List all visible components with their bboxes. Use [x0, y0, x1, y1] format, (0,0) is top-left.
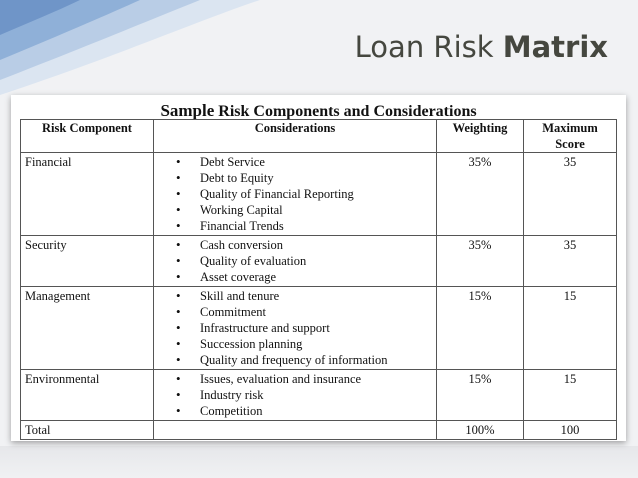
consideration-item: • Working Capital — [176, 202, 432, 218]
heading-rest: Risk Components and Considerations — [214, 103, 477, 120]
heading-emphasis: Sample — [160, 101, 215, 120]
total-max-score-cell: 100 — [524, 421, 617, 440]
total-weighting-cell: 100% — [437, 421, 524, 440]
column-header: Risk Component — [21, 120, 154, 153]
consideration-item: • Issues, evaluation and insurance — [176, 371, 432, 387]
document-heading — [11, 101, 626, 121]
max-score-cell: 35 — [524, 153, 617, 236]
slide-title-bold: Matrix — [502, 30, 608, 64]
weighting-cell: 35% — [437, 236, 524, 287]
decorative-wave — [0, 0, 260, 100]
table-row — [21, 370, 617, 421]
consideration-item: • Succession planning — [176, 336, 432, 352]
document-card — [11, 95, 626, 441]
consideration-item: • Quality of evaluation — [176, 253, 432, 269]
table-row — [21, 236, 617, 287]
consideration-item: • Competition — [176, 403, 432, 419]
column-header: Weighting — [437, 120, 524, 153]
bottom-band — [0, 446, 638, 478]
consideration-item: • Debt to Equity — [176, 170, 432, 186]
consideration-item: • Quality and frequency of information — [176, 352, 432, 368]
risk-component-cell: Management — [21, 287, 154, 370]
slide-title-light: Loan Risk — [354, 30, 503, 64]
risk-component-cell: Financial — [21, 153, 154, 236]
table-total-row — [21, 421, 617, 440]
max-score-cell: 15 — [524, 370, 617, 421]
risk-component-cell: Security — [21, 236, 154, 287]
weighting-cell: 35% — [437, 153, 524, 236]
considerations-cell — [154, 287, 437, 370]
max-score-cell: 15 — [524, 287, 617, 370]
table-row — [21, 153, 617, 236]
considerations-cell — [154, 236, 437, 287]
consideration-item: • Infrastructure and support — [176, 320, 432, 336]
weighting-cell: 15% — [437, 370, 524, 421]
slide-title — [355, 30, 608, 64]
consideration-item: • Cash conversion — [176, 237, 432, 253]
consideration-item: • Financial Trends — [176, 218, 432, 234]
total-label-cell: Total — [21, 421, 154, 440]
consideration-item: • Quality of Financial Reporting — [176, 186, 432, 202]
risk-matrix-table — [20, 119, 617, 440]
max-score-cell: 35 — [524, 236, 617, 287]
consideration-item: • Commitment — [176, 304, 432, 320]
consideration-item: • Skill and tenure — [176, 288, 432, 304]
risk-component-cell: Environmental — [21, 370, 154, 421]
consideration-item: • Industry risk — [176, 387, 432, 403]
column-header: Considerations — [154, 120, 437, 153]
weighting-cell: 15% — [437, 287, 524, 370]
table-header-row — [21, 120, 617, 153]
considerations-cell — [154, 153, 437, 236]
considerations-cell — [154, 370, 437, 421]
table-row — [21, 287, 617, 370]
total-considerations-cell — [154, 421, 437, 440]
consideration-item: • Asset coverage — [176, 269, 432, 285]
consideration-item: • Debt Service — [176, 154, 432, 170]
column-header: Maximum Score — [524, 120, 617, 153]
